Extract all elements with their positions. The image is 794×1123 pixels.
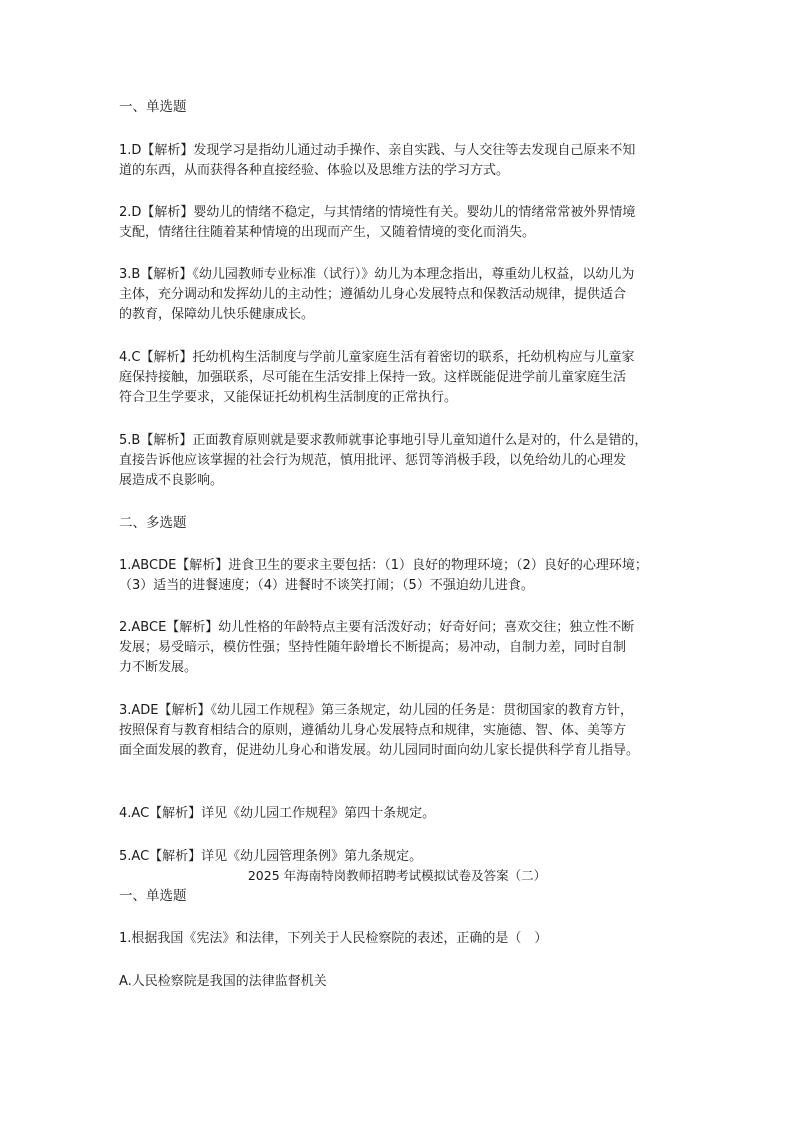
answer-line: 1.ABCDE【解析】进食卫生的要求主要包括：（1）良好的物理环境；（2）良好的心理环境；	[119, 558, 648, 573]
answer-line: （3）适当的进餐速度；（4）进餐时不谈笑打闹；（5）不强迫幼儿进食。	[119, 578, 534, 593]
answer-line: 道的东西，从而获得各种直接经验、体验以及思维方法的学习方式。	[119, 163, 510, 178]
answer-line: 5.B【解析】正面教育原则就是要求教师就事论事地引导儿童知道什么是对的，什么是错的，	[119, 433, 648, 448]
answer-line: 发展；易受暗示，模仿性强；坚持性随年龄增长不断提高；易冲动，自制力差，同时自制	[119, 640, 627, 655]
answer-line: 符合卫生学要求，又能保证托幼机构生活制度的正常执行。	[119, 390, 458, 405]
exam-title: 2025 年海南特岗教师招聘考试模拟试卷及答案（二）	[247, 868, 547, 883]
question-stem: 1.根据我国《宪法》和法律，下列关于人民检察院的表述，正确的是（ ）	[119, 931, 548, 946]
answer-line: 面全面发展的教育，促进幼儿身心和谐发展。幼儿园同时面向幼儿家长提供科学育儿指导。	[119, 743, 640, 758]
section-heading-single: 一、单选题	[119, 99, 187, 115]
answer-line: 力不断发展。	[119, 660, 198, 675]
answer-line: 展造成不良影响。	[119, 473, 224, 488]
answer-line: 直接告诉他应该掌握的社会行为规范，慎用批评、惩罚等消极手段，以免给幼儿的心理发	[119, 453, 627, 468]
answer-line: 3.ADE【解析】《幼儿园工作规程》第三条规定，幼儿园的任务是：贯彻国家的教育方针，	[119, 703, 634, 718]
answer-line: 5.AC【解析】详见《幼儿园管理条例》第九条规定。	[119, 849, 423, 864]
answer-line: 的教育，保障幼儿快乐健康成长。	[119, 307, 315, 322]
answer-line: 2.D【解析】婴幼儿的情绪不稳定，与其情绪的情境性有关。婴幼儿的情绪常常被外界情境	[119, 205, 636, 220]
answer-line: 主体，充分调动和发挥幼儿的主动性；遵循幼儿身心发展特点和保教活动规律，提供适合	[119, 287, 627, 302]
section-heading-multi: 二、多选题	[119, 515, 187, 531]
answer-line: 3.B【解析】《幼儿园教师专业标准（试行）》幼儿为本理念指出，尊重幼儿权益，以幼儿为	[119, 267, 635, 282]
answer-line: 4.AC【解析】详见《幼儿园工作规程》第四十条规定。	[119, 806, 436, 821]
answer-line: 1.D【解析】发现学习是指幼儿通过动手操作、亲自实践、与人交往等去发现自己原来不知	[119, 143, 636, 158]
answer-line: 2.ABCE【解析】幼儿性格的年龄特点主要有活泼好动；好奇好问；喜欢交往；独立性不断	[119, 620, 635, 635]
answer-line: 庭保持接触，加强联系，尽可能在生活安排上保持一致。这样既能促进学前儿童家庭生活	[119, 370, 627, 385]
answer-line: 按照保育与教育相结合的原则，遵循幼儿身心发展特点和规律，实施德、智、体、美等方	[119, 723, 627, 738]
answer-line: 4.C【解析】托幼机构生活制度与学前儿童家庭生活有着密切的联系，托幼机构应与儿童家	[119, 350, 635, 365]
section-heading-single-2: 一、单选题	[119, 888, 187, 904]
question-option-a: A.人民检察院是我国的法律监督机关	[119, 974, 327, 989]
answer-line: 支配，情绪往往随着某种情境的出现而产生，又随着情境的变化而消失。	[119, 225, 536, 240]
